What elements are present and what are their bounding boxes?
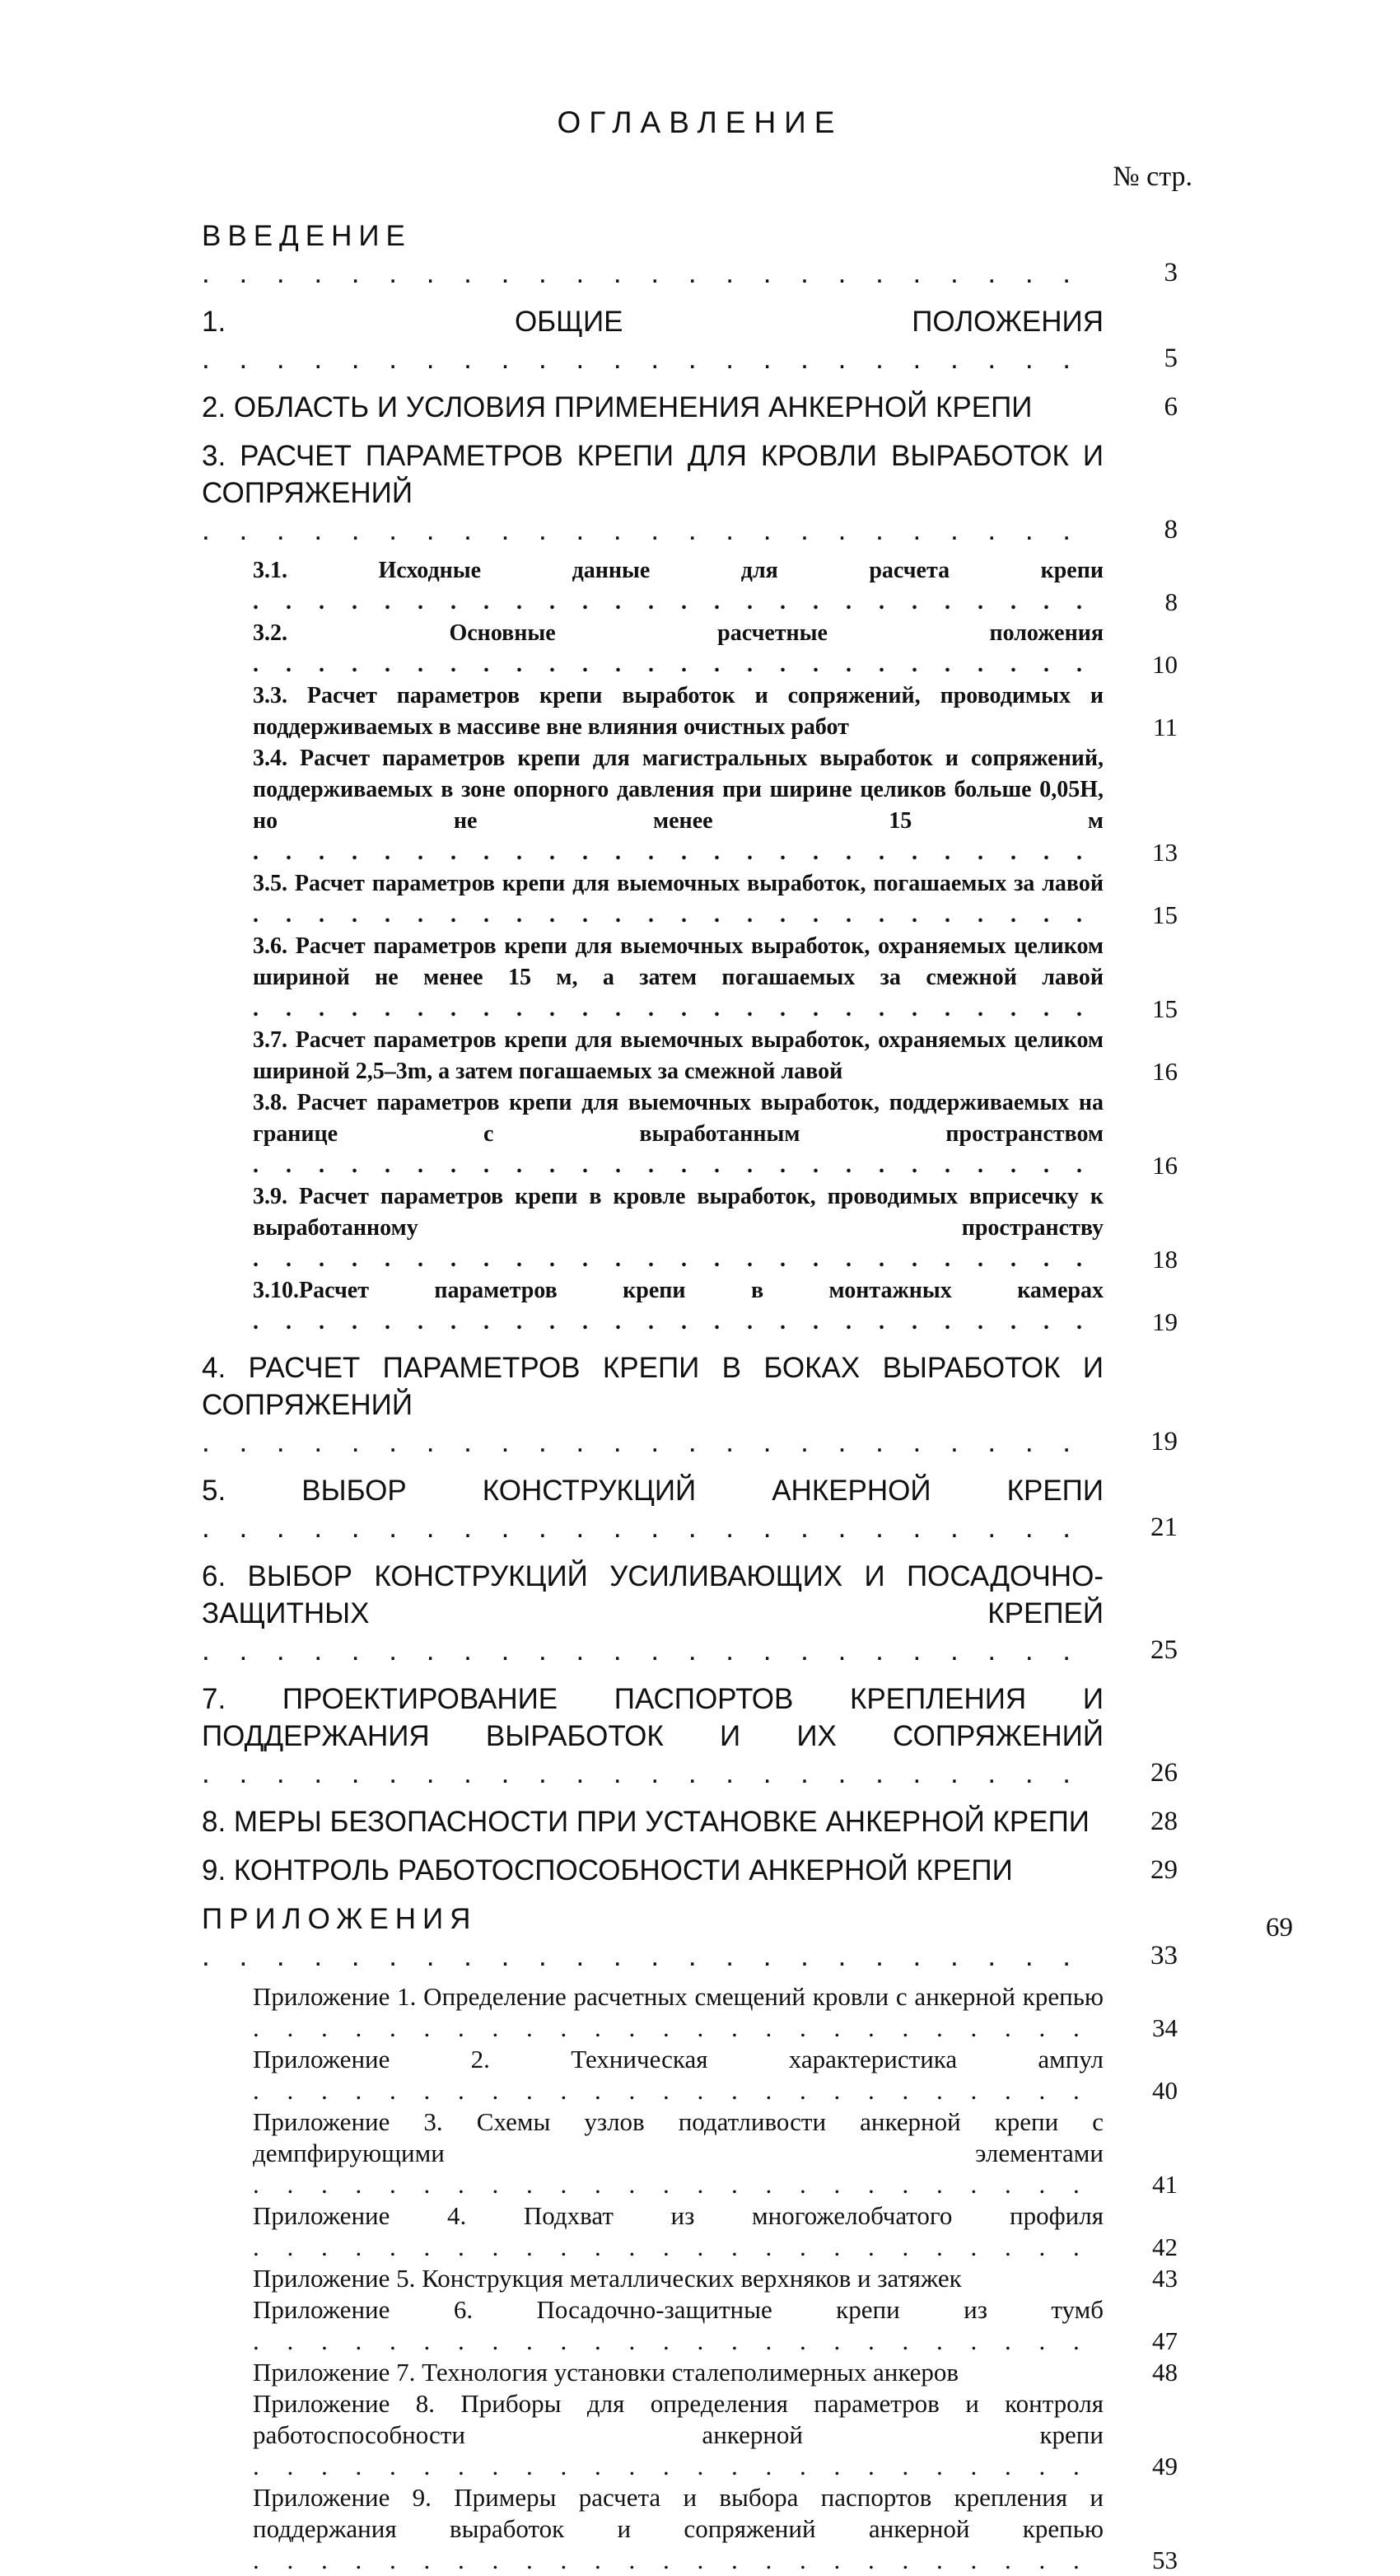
toc-entry-text: 6. ВЫБОР КОНСТРУКЦИЙ УСИЛИВАЮЩИХ И ПОСАДОЧНО-ЗАЩИТНЫХ КРЕПЕЙ [202,1560,1104,1629]
toc-entry-page: 26 [1150,1758,1178,1788]
toc-entry-text: Приложение 1. Определение расчетных смещений кровли с анкерной крепью [253,1982,1104,2011]
toc-entry-text: Приложение 4. Подхват из многожелобчатого профиля [253,2201,1104,2230]
dot-leader: . . . . . . . . . . . . . . . . . . . . . . . . [202,1634,1082,1667]
page-number: 69 [1266,1913,1293,1943]
toc-entry-section-2[interactable] [202,389,1178,426]
toc-entry-text: Приложение 6. Посадочно-защитные крепи из тумб [253,2295,1104,2324]
dot-leader: . . . . . . . . . . . . . . . . . . . . . . . . . . [253,996,1093,1022]
toc-entry-text: ПРИЛОЖЕНИЯ [202,1903,478,1935]
toc-entry-page: 49 [1152,2452,1178,2480]
dot-leader: . . . . . . . . . . . . . . . . . . . . . . . . [202,343,1082,375]
toc-entry-section-4[interactable] [202,1349,1178,1461]
toc-entry-appendix-9[interactable] [202,2482,1178,2576]
toc-entry-appendix-2[interactable] [202,2044,1178,2106]
toc-entry-text: 8. МЕРЫ БЕЗОПАСНОСТИ ПРИ УСТАНОВКЕ АНКЕРНОЙ КРЕПИ [202,1806,1090,1838]
toc-entry-page: 42 [1152,2232,1178,2261]
dot-leader: . . . . . . . . . . . . . . . . . . . . . . . . . [253,2546,1090,2574]
toc-entry-appendix-5[interactable] [202,2263,1178,2294]
toc-entry-3-4[interactable] [202,743,1178,868]
toc-entry-page: 21 [1150,1512,1178,1542]
toc-entry-text: 3.2. Основные расчетные положения [253,620,1104,646]
dot-leader: . . . . . . . . . . . . . . . . . . . . . . . . . . [253,1309,1093,1335]
toc-entry-page: 5 [1164,344,1178,373]
toc-entry-page: 19 [1150,1427,1178,1456]
toc-entry-page: 16 [1152,1151,1178,1180]
dot-leader: . . . . . . . . . . . . . . . . . . . . . . . . . . [253,652,1093,677]
toc-entry-3-8[interactable] [202,1087,1178,1181]
toc-entry-page: 19 [1152,1307,1178,1336]
toc-entry-text: Приложение 2. Техническая характеристика ампул [253,2045,1104,2073]
toc-entry-page: 8 [1164,515,1178,545]
toc-entry-section-7[interactable] [202,1681,1178,1792]
toc-entry-page: 15 [1152,994,1178,1023]
page-title: ОГЛАВЛЕНИЕ [557,105,843,139]
toc-entry-page: 18 [1152,1245,1178,1274]
toc-entry-text: 3.1. Исходные данные для расчета крепи [253,558,1104,583]
toc-entry-page: 3 [1164,258,1178,288]
toc-entry-text: Приложение 9. Примеры расчета и выбора паспортов крепления и поддержания выработок и сопряжений анкерной крепью [253,2483,1104,2543]
dot-leader: . . . . . . . . . . . . . . . . . . . . . . . . [202,1426,1082,1458]
toc-entry-3-7[interactable] [202,1025,1178,1087]
toc-entry-3-10[interactable] [202,1275,1178,1338]
toc-entry-text: Приложение 8. Приборы для определения параметров и контроля работоспособности анкерной крепи [253,2389,1104,2449]
toc-entry-text: 3.4. Расчет параметров крепи для магистральных выработок и сопряжений, поддерживаемых в зоне опорного давления при ширине целиков больше 0,05H, но не менее 15 м [253,746,1104,834]
toc-entry-section-8[interactable] [202,1803,1178,1840]
toc-entry-text: 3.3. Расчет параметров крепи выработок и сопряжений, проводимых и поддерживаемых в массиве вне влияния очистных работ [253,683,1104,740]
toc-entry-page: 43 [1152,2264,1178,2293]
dot-leader: . . . . . . . . . . . . . . . . . . . . . . . . . [253,2232,1090,2261]
toc-entry-page: 29 [1150,1855,1178,1885]
toc-entry-3-2[interactable] [202,618,1178,680]
toc-entry-page: 48 [1152,2358,1178,2387]
toc-entry-text: 3.7. Расчет параметров крепи для выемочных выработок, охраняемых целиком шириной 2,5–3m, а затем погашаемых за смежной лавой [253,1027,1104,1084]
dot-leader: . . . . . . . . . . . . . . . . . . . . . . . . . . [253,589,1093,615]
toc-entry-3-9[interactable] [202,1181,1178,1275]
toc-entry-text: 3.8. Расчет параметров крепи для выемочных выработок, поддерживаемых на границе с выработанным пространством [253,1090,1104,1147]
dot-leader: . . . . . . . . . . . . . . . . . . . . . . . . . . [253,1152,1093,1178]
toc-entry-text: Приложение 7. Технология установки сталеполимерных анкеров [253,2358,959,2387]
toc-entry-text: 3. РАСЧЕТ ПАРАМЕТРОВ КРЕПИ ДЛЯ КРОВЛИ ВЫРАБОТОК И СОПРЯЖЕНИЙ [202,440,1104,509]
toc-entry-appendices[interactable] [202,1900,1178,1975]
toc-entry-page: 6 [1164,392,1178,422]
dot-leader: . . . . . . . . . . . . . . . . . . . . . . . . [202,1757,1082,1789]
toc-entry-text: 7. ПРОЕКТИРОВАНИЕ ПАСПОРТОВ КРЕПЛЕНИЯ И ПОДДЕРЖАНИЯ ВЫРАБОТОК И ИХ СОПРЯЖЕНИЙ [202,1683,1104,1752]
dot-leader: . . . . . . . . . . . . . . . . . . . . . . . . . [253,2326,1090,2355]
toc-entry-page: 28 [1150,1807,1178,1836]
toc-entry-text: 3.10.Расчет параметров крепи в монтажных камерах [253,1278,1104,1303]
toc-entry-text: 2. ОБЛАСТЬ И УСЛОВИЯ ПРИМЕНЕНИЯ АНКЕРНОЙ КРЕПИ [202,391,1033,423]
toc-entry-3-5[interactable] [202,868,1178,931]
toc-entry-section-6[interactable] [202,1558,1178,1669]
toc-entry-3-3[interactable] [202,680,1178,743]
toc-entry-page: 40 [1152,2076,1178,2105]
dot-leader: . . . . . . . . . . . . . . . . . . . . . . . . . . [253,902,1093,928]
toc-entry-page: 34 [1152,2013,1178,2042]
toc-entry-page: 41 [1152,2170,1178,2199]
toc-entry-section-3[interactable] [202,437,1178,549]
table-of-contents [202,206,1178,2576]
toc-entry-text: Приложение 3. Схемы узлов податливости анкерной крепи с демпфирующими элементами [253,2107,1104,2167]
toc-entry-page: 13 [1152,838,1178,867]
toc-entry-text: 3.6. Расчет параметров крепи для выемочных выработок, охраняемых целиком шириной не менее 15 м, а затем погашаемых за смежной лавой [253,933,1104,990]
dot-leader: . . . . . . . . . . . . . . . . . . . . . . . . . [253,2452,1090,2480]
toc-entry-3-6[interactable] [202,931,1178,1025]
toc-entry-appendix-4[interactable] [202,2200,1178,2263]
toc-entry-appendix-3[interactable] [202,2106,1178,2200]
dot-leader: . . . . . . . . . . . . . . . . . . . . . . . . . [253,2013,1090,2042]
dot-leader: . . . . . . . . . . . . . . . . . . . . . . . . . [253,2076,1090,2105]
toc-entry-text: 4. РАСЧЕТ ПАРАМЕТРОВ КРЕПИ В БОКАХ ВЫРАБОТОК И СОПРЯЖЕНИЙ [202,1352,1104,1421]
toc-entry-page: 8 [1164,587,1178,616]
toc-entry-appendix-1[interactable] [202,1981,1178,2044]
toc-entry-appendix-6[interactable] [202,2294,1178,2357]
toc-entry-section-1[interactable] [202,303,1178,377]
dot-leader: . . . . . . . . . . . . . . . . . . . . . . . . . . [253,1246,1093,1272]
toc-entry-section-9[interactable] [202,1852,1178,1889]
toc-entry-text: ВВЕДЕНИЕ [202,220,412,252]
toc-entry-text: 3.9. Расчет параметров крепи в кровле выработок, проводимых вприсечку к выработанному пространству [253,1184,1104,1241]
toc-entry-introduction[interactable] [202,217,1178,292]
toc-entry-page: 11 [1153,713,1178,741]
toc-entry-3-1[interactable] [202,555,1178,618]
toc-entry-text: 3.5. Расчет параметров крепи для выемочных выработок, погашаемых за лавой [253,871,1104,896]
toc-entry-text: 9. КОНТРОЛЬ РАБОТОСПОСОБНОСТИ АНКЕРНОЙ КРЕПИ [202,1854,1013,1886]
dot-leader: . . . . . . . . . . . . . . . . . . . . . . . . . . [253,839,1093,865]
toc-entry-page: 47 [1152,2326,1178,2355]
dot-leader: . . . . . . . . . . . . . . . . . . . . . . . . . [253,2170,1090,2199]
toc-entry-appendix-7[interactable] [202,2357,1178,2388]
dot-leader: . . . . . . . . . . . . . . . . . . . . . . . . [202,514,1082,546]
page-number-column-header: № стр. [1113,161,1192,192]
toc-entry-page: 25 [1150,1635,1178,1665]
toc-entry-page: 15 [1152,900,1178,929]
toc-entry-appendix-8[interactable] [202,2388,1178,2482]
toc-entry-page: 53 [1152,2546,1178,2574]
toc-entry-section-5[interactable] [202,1472,1178,1546]
toc-entry-page: 10 [1152,650,1178,679]
dot-leader: . . . . . . . . . . . . . . . . . . . . . . . . [202,257,1082,289]
toc-entry-text: 5. ВЫБОР КОНСТРУКЦИЙ АНКЕРНОЙ КРЕПИ [202,1475,1104,1507]
toc-entry-page: 16 [1152,1057,1178,1086]
dot-leader: . . . . . . . . . . . . . . . . . . . . . . . . [202,1940,1082,1972]
toc-entry-page: 33 [1150,1941,1178,1971]
dot-leader: . . . . . . . . . . . . . . . . . . . . . . . . [202,1512,1082,1544]
toc-entry-text: 1. ОБЩИЕ ПОЛОЖЕНИЯ [202,306,1104,338]
toc-entry-text: Приложение 5. Конструкция металлических верхняков и затяжек [253,2264,962,2293]
